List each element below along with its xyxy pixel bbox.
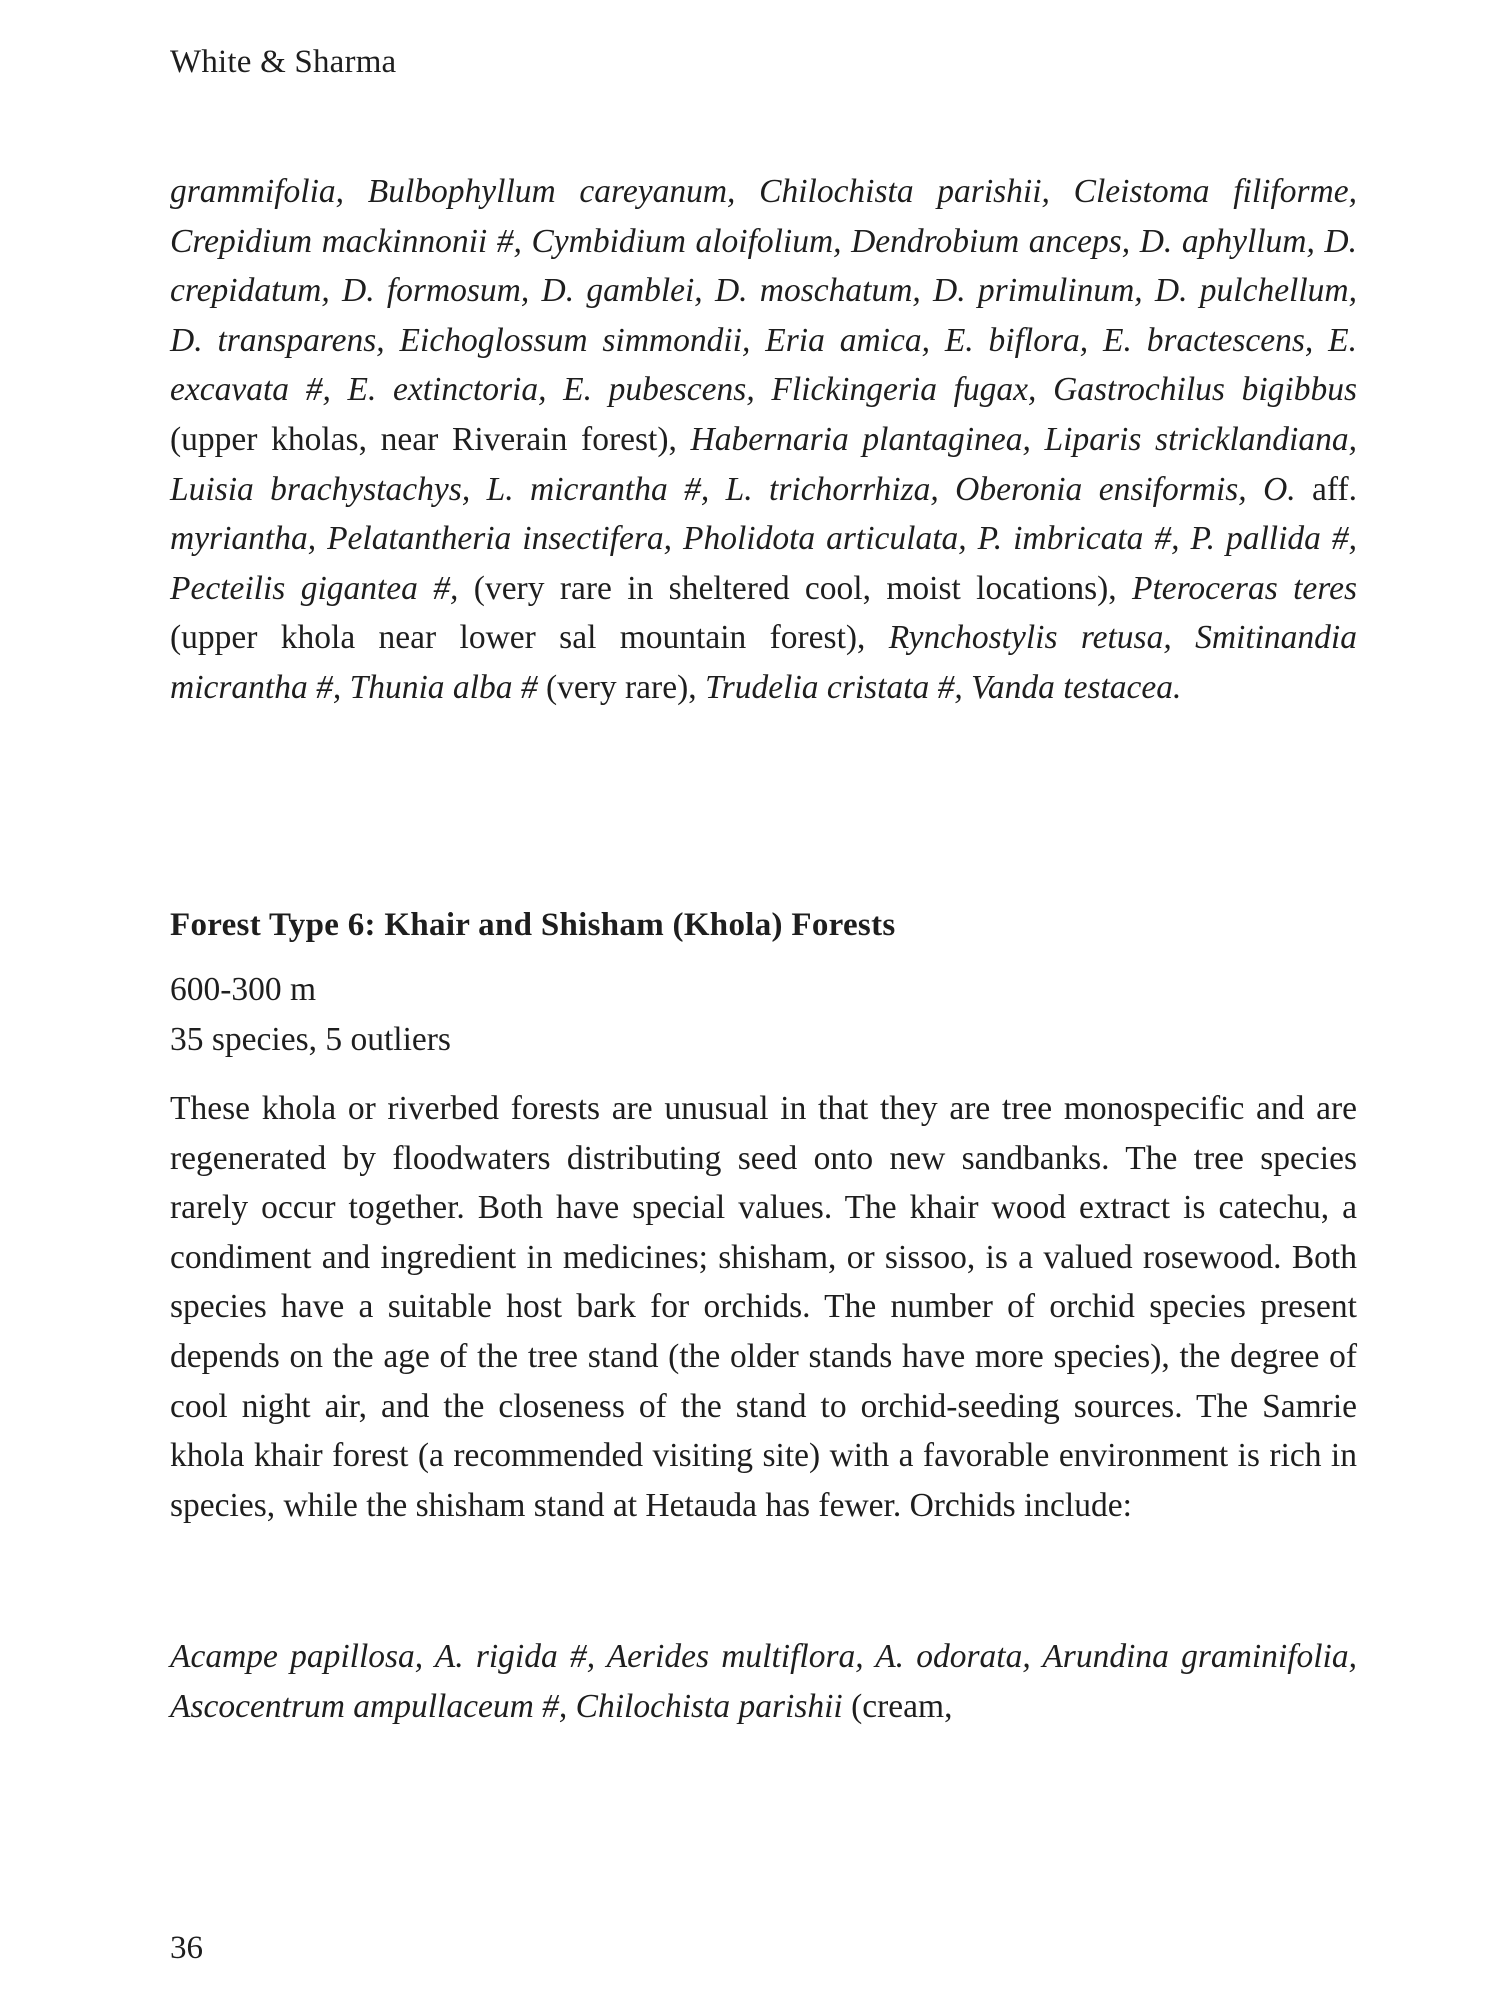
page-number: 36 xyxy=(170,1930,203,1966)
plain-text-run: (very rare in sheltered cool, moist locations), xyxy=(458,569,1132,607)
section-description xyxy=(170,1084,1357,1530)
running-head: White & Sharma xyxy=(170,44,397,80)
plain-text-run: (upper kholas, near Riverain forest), xyxy=(170,420,691,458)
species-name-run: Habernaria plantaginea, Liparis stricklandiana, Luisia brachystachys, L. micrantha #, L. trichorrhiza, Oberonia ensiformis, O. xyxy=(170,420,1357,508)
species-name-run: myriantha, Pelatantheria insectifera, Pholidota articulata, P. imbricata #, P. pallida #, Pecteilis gigantea #, xyxy=(170,520,1357,607)
plain-text-run: (cream, xyxy=(842,1687,953,1725)
species-name-run: grammifolia, Bulbophyllum careyanum, Chilochista parishii, Cleistoma filiforme, Crepidium mackinnonii #, Cymbidium aloifolium, Dendrobium anceps, D. aphyllum, D. crepidatum, D. formosum, D. gamblei, D. moschatum, D. primulinum, D. pulchellum, D. transparens, Eichoglossum simmondii, Eria amica, E. biflora, E. bractescens, E. excavata #, E. extinctoria, E. pubescens, Flickingeria fugax, Gastrochilus bigibbus xyxy=(170,173,1357,409)
orchid-list-paragraph xyxy=(170,1632,1357,1731)
description-paragraph: These khola or riverbed forests are unusual in that they are tree monospecific and are regenerated by floodwaters distributing seed onto new sandbanks. The tree species rarely occur together. Both have special values. The khair wood extract is catechu, a condiment and ingredient in medicines; shisham, or sissoo, is a valued rosewood. Both species have a suitable host bark for orchids. The number of orchid species present depends on the age of the tree stand (the older stands have more species), the degree of cool night air, and the closeness of the stand to orchid-seeding sources. The Samrie khola khair forest (a recommended visiting site) with a favorable environment is rich in species, while the shisham stand at Hetauda has fewer. Orchids include: xyxy=(170,1090,1357,1524)
species-name-run: Pteroceras teres xyxy=(1132,569,1357,607)
species-name-run: Acampe papillosa, A. rigida #, Aerides multiflora, A. odorata, Arundina graminifolia, Ascocentrum ampullaceum #, Chilochista parishii xyxy=(170,1638,1357,1725)
plain-text-run: (upper khola near lower sal mountain forest), xyxy=(170,619,889,657)
continued-species-list xyxy=(170,167,1357,713)
species-name-run: Rynchostylis retusa, Smitinandia micrantha #, Thunia alba # xyxy=(170,619,1357,706)
plain-text-run: (very rare), xyxy=(537,668,705,706)
species-count: 35 species, 5 outliers xyxy=(170,1021,451,1058)
elevation-range: 600-300 m xyxy=(170,971,317,1008)
species-list-paragraph xyxy=(170,167,1357,713)
orchid-species-list xyxy=(170,1632,1357,1731)
section-heading: Forest Type 6: Khair and Shisham (Khola) Forests xyxy=(170,907,896,943)
plain-text-run: aff. xyxy=(1295,470,1358,508)
species-name-run: Trudelia cristata #, Vanda testacea. xyxy=(704,668,1182,706)
